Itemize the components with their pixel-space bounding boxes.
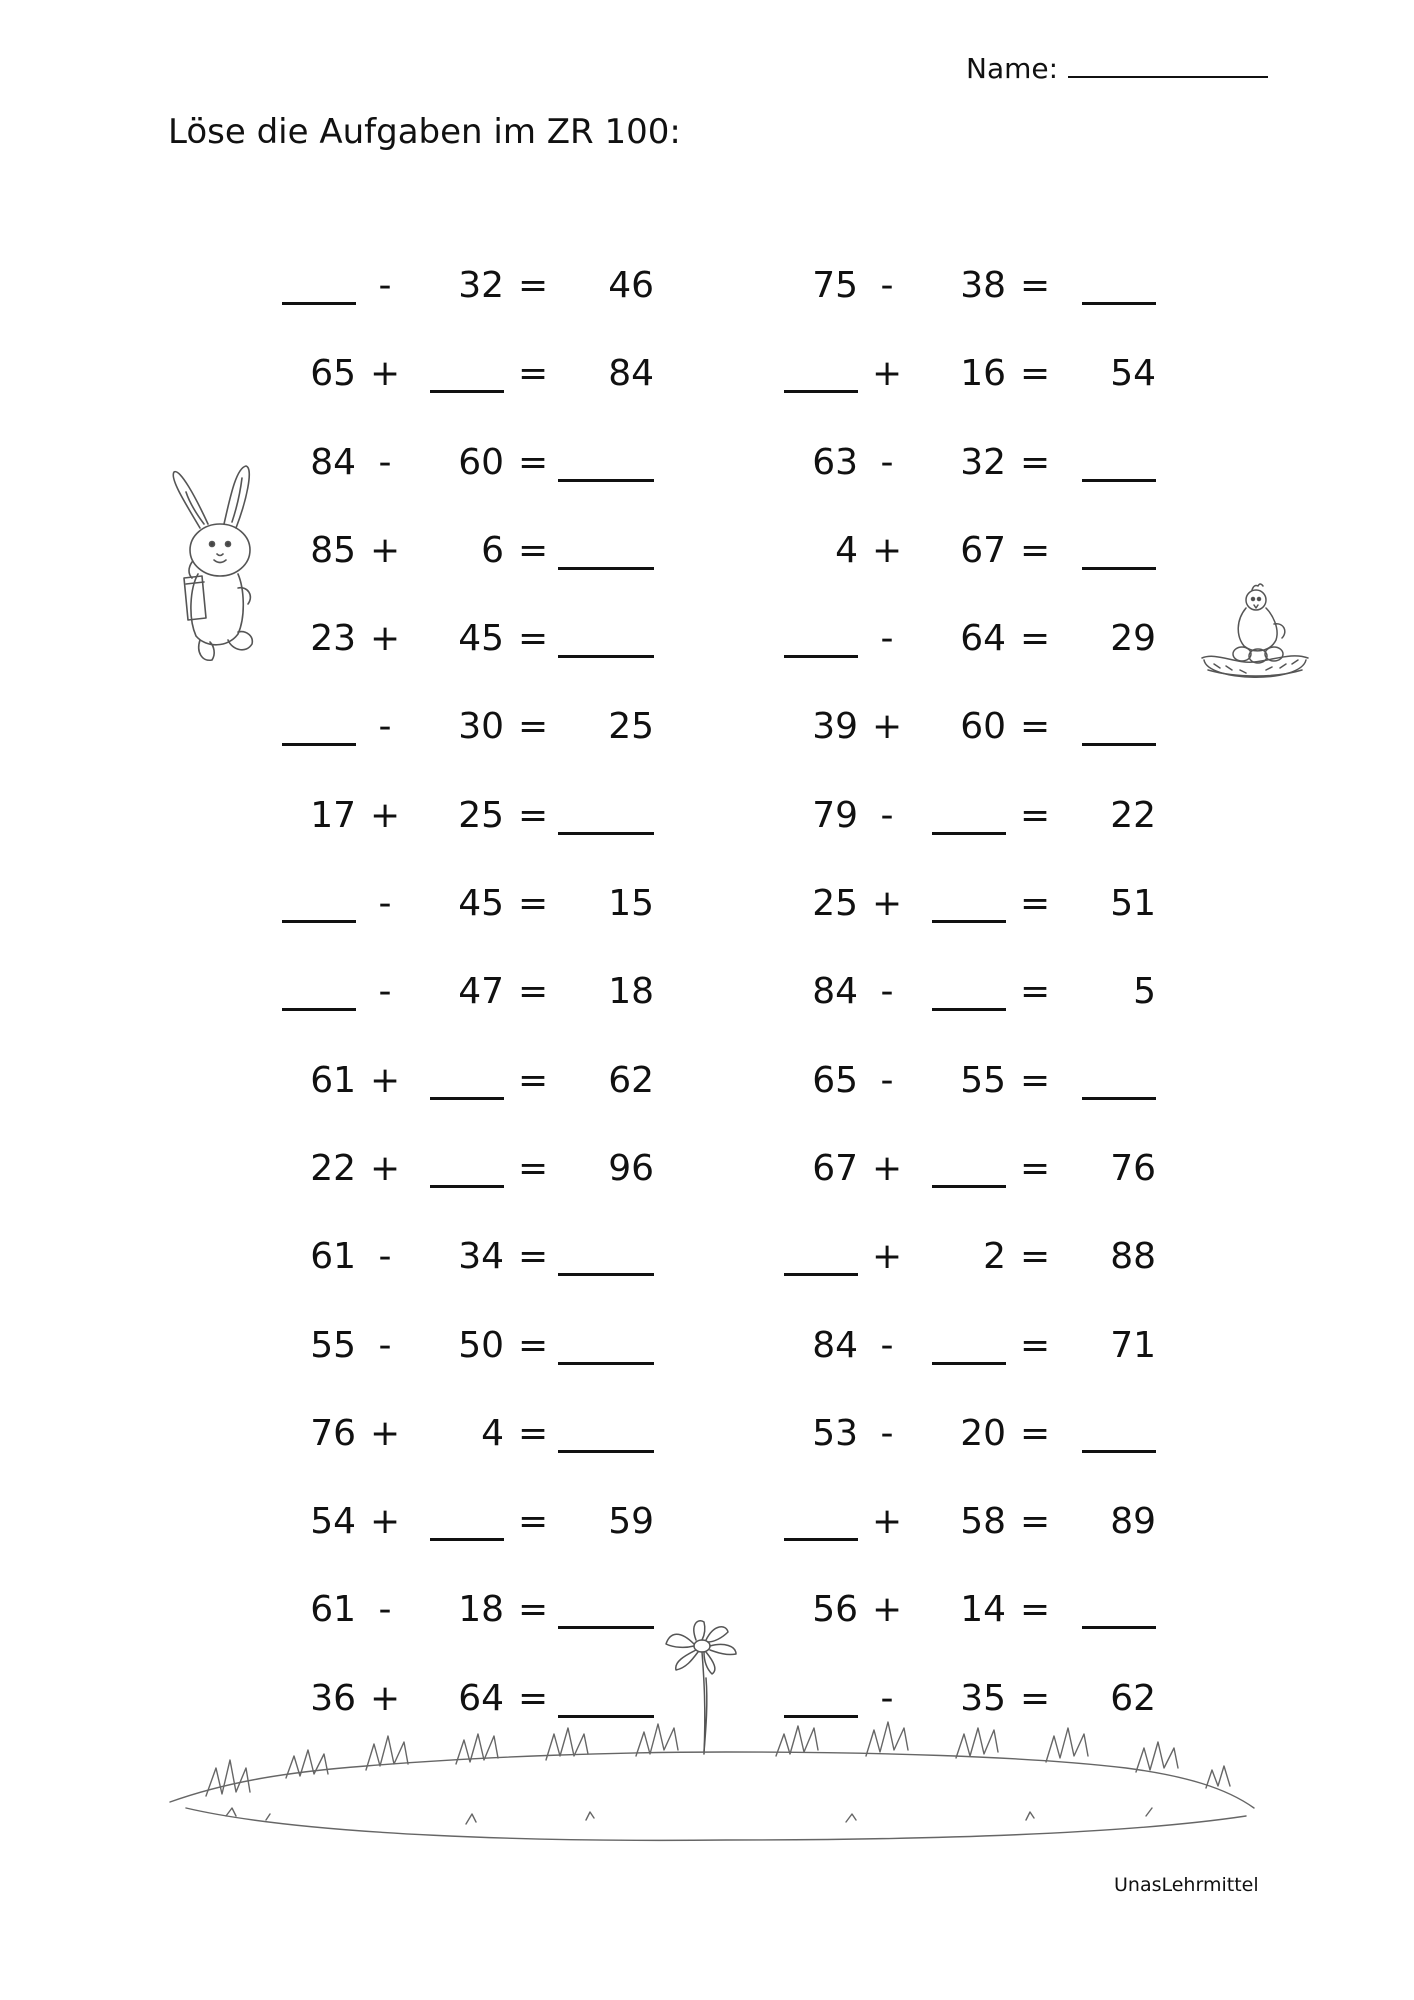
operator: + <box>370 1677 401 1719</box>
result: 15 <box>608 883 654 925</box>
operator: + <box>370 1147 401 1189</box>
equals-sign: = <box>1020 1147 1051 1189</box>
operand-a-blank[interactable] <box>772 1229 858 1285</box>
operand-a: 76 <box>310 1412 356 1454</box>
equals-sign: = <box>1020 794 1051 836</box>
equation-row <box>270 1141 670 1229</box>
equation-row <box>270 876 670 964</box>
result-blank[interactable] <box>558 1582 654 1638</box>
operand-a: 4 <box>835 529 858 571</box>
equals-sign: = <box>518 706 549 748</box>
result-blank[interactable] <box>1060 699 1156 755</box>
equation-row <box>772 611 1172 699</box>
credit-text: UnasLehrmittel <box>1114 1874 1259 1896</box>
operator: + <box>872 706 903 748</box>
result-blank[interactable] <box>1060 435 1156 491</box>
answer-blank-line[interactable] <box>784 390 858 393</box>
equals-sign: = <box>1020 1589 1051 1631</box>
operand-a: 55 <box>310 1324 356 1366</box>
equals-sign: = <box>518 794 549 836</box>
equation-row <box>772 435 1172 523</box>
operand-a-blank[interactable] <box>772 611 858 667</box>
result: 18 <box>608 971 654 1013</box>
operand-a: 56 <box>812 1589 858 1631</box>
equation-row <box>772 1406 1172 1494</box>
operator: - <box>880 265 894 306</box>
answer-blank-line[interactable] <box>430 390 504 393</box>
equals-sign: = <box>1020 1236 1051 1278</box>
result: 25 <box>608 706 654 748</box>
equation-row <box>270 1053 670 1141</box>
operand-a: 54 <box>310 1501 356 1543</box>
result: 54 <box>1110 353 1156 395</box>
operator: - <box>880 441 894 483</box>
equation-row <box>270 1406 670 1494</box>
answer-blank-line[interactable] <box>1082 479 1156 482</box>
equals-sign: = <box>518 1589 549 1631</box>
equation-row <box>270 346 670 434</box>
equation-row <box>772 1318 1172 1406</box>
result: 59 <box>608 1501 654 1543</box>
equation-row <box>772 1141 1172 1229</box>
equals-sign: = <box>518 1412 549 1454</box>
equation-row <box>772 1229 1172 1317</box>
answer-blank-line[interactable] <box>784 1273 858 1276</box>
operand-a: 85 <box>310 529 356 571</box>
operand-b: 14 <box>960 1589 1006 1631</box>
equals-sign: = <box>518 1677 549 1719</box>
result: 76 <box>1110 1147 1156 1189</box>
equation-row <box>772 964 1172 1052</box>
answer-blank-line[interactable] <box>1082 743 1156 746</box>
operand-b: 18 <box>458 1589 504 1631</box>
operand-a: 65 <box>310 353 356 395</box>
operand-b: 55 <box>960 1059 1006 1101</box>
equals-sign: = <box>1020 441 1051 483</box>
equation-row <box>270 435 670 523</box>
equals-sign: = <box>518 1147 549 1189</box>
operand-b-blank[interactable] <box>418 346 504 402</box>
result: 84 <box>608 353 654 395</box>
equation-row <box>772 788 1172 876</box>
result-blank[interactable] <box>558 523 654 579</box>
result-blank[interactable] <box>1060 1406 1156 1462</box>
operator: - <box>378 971 392 1013</box>
answer-blank-line[interactable] <box>282 1008 356 1011</box>
answer-blank-line[interactable] <box>558 655 654 658</box>
answer-blank-line[interactable] <box>558 1362 654 1365</box>
result: 62 <box>608 1059 654 1101</box>
equals-sign: = <box>1020 1501 1051 1543</box>
equations-left-column <box>270 258 670 1759</box>
result-blank[interactable] <box>558 1318 654 1374</box>
equation-row <box>270 1582 670 1670</box>
operand-a-blank[interactable] <box>772 346 858 402</box>
operator: + <box>370 1412 401 1454</box>
result: 71 <box>1110 1324 1156 1366</box>
equals-sign: = <box>518 618 549 660</box>
operator: - <box>378 883 392 925</box>
instruction-heading: Löse die Aufgaben im ZR 100: <box>168 112 681 152</box>
operator: - <box>378 1589 392 1631</box>
operator: - <box>880 1412 894 1454</box>
equation-row <box>772 346 1172 434</box>
equals-sign: = <box>1020 883 1051 925</box>
operand-b: 45 <box>458 883 504 925</box>
operand-b-blank[interactable] <box>418 1141 504 1197</box>
bunny-icon <box>162 458 272 668</box>
result-blank[interactable] <box>1060 1053 1156 1109</box>
operator: - <box>880 971 894 1013</box>
operand-b: 64 <box>458 1677 504 1719</box>
operand-b: 6 <box>481 529 504 571</box>
operand-b-blank[interactable] <box>920 1318 1006 1374</box>
operand-a: 65 <box>812 1059 858 1101</box>
answer-blank-line[interactable] <box>558 567 654 570</box>
answer-blank-line[interactable] <box>1082 302 1156 305</box>
equals-sign: = <box>518 353 549 395</box>
grass-meadow-icon <box>166 1716 1258 1846</box>
operator: + <box>872 883 903 925</box>
operand-a: 61 <box>310 1236 356 1278</box>
operator: + <box>370 618 401 660</box>
equals-sign: = <box>1020 706 1051 748</box>
equation-row <box>772 1582 1172 1670</box>
operand-b: 58 <box>960 1501 1006 1543</box>
operand-b: 20 <box>960 1412 1006 1454</box>
answer-blank-line[interactable] <box>932 832 1006 835</box>
operator: - <box>880 794 894 836</box>
operand-a: 61 <box>310 1059 356 1101</box>
operand-b: 64 <box>960 618 1006 660</box>
operand-b-blank[interactable] <box>920 788 1006 844</box>
equals-sign: = <box>1020 1412 1051 1454</box>
answer-blank-line[interactable] <box>430 1185 504 1188</box>
operand-a: 84 <box>310 441 356 483</box>
operand-b: 25 <box>458 794 504 836</box>
result: 22 <box>1110 794 1156 836</box>
operator: + <box>872 1589 903 1631</box>
operand-b: 60 <box>960 706 1006 748</box>
answer-blank-line[interactable] <box>558 1450 654 1453</box>
equals-sign: = <box>1020 1677 1051 1719</box>
equation-row <box>270 699 670 787</box>
answer-blank-line[interactable] <box>558 1273 654 1276</box>
operator: + <box>370 1059 401 1101</box>
operator: + <box>872 1501 903 1543</box>
answer-blank-line[interactable] <box>932 1362 1006 1365</box>
result: 29 <box>1110 618 1156 660</box>
operator: + <box>370 794 401 836</box>
operator: - <box>378 706 392 748</box>
answer-blank-line[interactable] <box>1082 1626 1156 1629</box>
name-field[interactable] <box>966 52 1268 85</box>
operator: - <box>880 1677 894 1719</box>
answer-blank-line[interactable] <box>932 920 1006 923</box>
result: 5 <box>1133 971 1156 1013</box>
answer-blank-line[interactable] <box>932 1008 1006 1011</box>
operand-a: 75 <box>812 265 858 306</box>
equation-row <box>270 258 670 346</box>
operand-b: 60 <box>458 441 504 483</box>
operand-b-blank[interactable] <box>418 1053 504 1109</box>
operand-a: 25 <box>812 883 858 925</box>
equals-sign: = <box>1020 529 1051 571</box>
operand-b-blank[interactable] <box>418 1494 504 1550</box>
result-blank[interactable] <box>558 1229 654 1285</box>
operand-a: 53 <box>812 1412 858 1454</box>
operator: + <box>872 1147 903 1189</box>
operand-a: 67 <box>812 1147 858 1189</box>
equals-sign: = <box>518 1236 549 1278</box>
operand-a-blank[interactable] <box>772 1494 858 1550</box>
operand-a: 63 <box>812 441 858 483</box>
result: 88 <box>1110 1236 1156 1278</box>
equals-sign: = <box>1020 971 1051 1013</box>
operand-a: 61 <box>310 1589 356 1631</box>
operator: - <box>378 1324 392 1366</box>
answer-blank-line[interactable] <box>430 1538 504 1541</box>
operand-b: 32 <box>960 441 1006 483</box>
equals-sign: = <box>1020 1059 1051 1101</box>
equation-row <box>772 523 1172 611</box>
operator: + <box>370 353 401 395</box>
equation-row <box>772 699 1172 787</box>
operand-b: 35 <box>960 1677 1006 1719</box>
equals-sign: = <box>518 971 549 1013</box>
result: 89 <box>1110 1501 1156 1543</box>
equation-row <box>270 611 670 699</box>
equals-sign: = <box>518 265 549 306</box>
operand-b: 30 <box>458 706 504 748</box>
answer-blank-line[interactable] <box>784 1538 858 1541</box>
operator: + <box>370 1501 401 1543</box>
operand-a: 23 <box>310 618 356 660</box>
answer-blank-line[interactable] <box>558 1626 654 1629</box>
operand-a: 84 <box>812 971 858 1013</box>
operand-b: 50 <box>458 1324 504 1366</box>
result-blank[interactable] <box>558 1406 654 1462</box>
answer-blank-line[interactable] <box>430 1097 504 1100</box>
operand-b-blank[interactable] <box>920 1141 1006 1197</box>
operand-b: 45 <box>458 618 504 660</box>
equation-row <box>772 1053 1172 1141</box>
equation-row <box>270 1229 670 1317</box>
result: 96 <box>608 1147 654 1189</box>
result: 62 <box>1110 1677 1156 1719</box>
equals-sign: = <box>1020 353 1051 395</box>
answer-blank-line[interactable] <box>282 743 356 746</box>
operand-a: 22 <box>310 1147 356 1189</box>
equation-row <box>772 876 1172 964</box>
operator: - <box>880 1324 894 1366</box>
operand-b: 4 <box>481 1412 504 1454</box>
operand-b-blank[interactable] <box>920 964 1006 1020</box>
operand-a: 17 <box>310 794 356 836</box>
equals-sign: = <box>518 1501 549 1543</box>
equals-sign: = <box>518 1324 549 1366</box>
result-blank[interactable] <box>558 788 654 844</box>
operator: - <box>880 1059 894 1101</box>
answer-blank-line[interactable] <box>282 920 356 923</box>
result-blank[interactable] <box>1060 258 1156 314</box>
operand-a-blank[interactable] <box>270 876 356 932</box>
equation-row <box>772 258 1172 346</box>
equation-row <box>270 788 670 876</box>
operand-a: 39 <box>812 706 858 748</box>
name-blank[interactable] <box>1068 52 1268 78</box>
answer-blank-line[interactable] <box>558 832 654 835</box>
result-blank[interactable] <box>1060 523 1156 579</box>
operand-a-blank[interactable] <box>270 699 356 755</box>
operand-a-blank[interactable] <box>270 258 356 314</box>
operand-b: 34 <box>458 1236 504 1278</box>
operator: - <box>378 1236 392 1278</box>
operand-a: 84 <box>812 1324 858 1366</box>
answer-blank-line[interactable] <box>558 479 654 482</box>
operator: - <box>378 265 392 306</box>
equation-row <box>270 964 670 1052</box>
result-blank[interactable] <box>1060 1582 1156 1638</box>
equation-row <box>772 1494 1172 1582</box>
equation-row <box>270 523 670 611</box>
operator: - <box>378 441 392 483</box>
answer-blank-line[interactable] <box>1082 567 1156 570</box>
answer-blank-line[interactable] <box>932 1185 1006 1188</box>
equals-sign: = <box>518 883 549 925</box>
answer-blank-line[interactable] <box>784 655 858 658</box>
operand-b: 32 <box>458 265 504 306</box>
operator: + <box>872 353 903 395</box>
result-blank[interactable] <box>558 611 654 667</box>
result: 46 <box>608 265 654 306</box>
equations-right-column <box>772 258 1172 1759</box>
operator: + <box>872 1236 903 1278</box>
operator: + <box>872 529 903 571</box>
result: 51 <box>1110 883 1156 925</box>
hen-in-nest-icon <box>1196 574 1314 712</box>
operand-b: 16 <box>960 353 1006 395</box>
equals-sign: = <box>1020 1324 1051 1366</box>
operand-a: 79 <box>812 794 858 836</box>
operand-a-blank[interactable] <box>270 964 356 1020</box>
equation-row <box>270 1494 670 1582</box>
operand-a: 36 <box>310 1677 356 1719</box>
equals-sign: = <box>518 441 549 483</box>
equation-row <box>270 1318 670 1406</box>
equals-sign: = <box>518 1059 549 1101</box>
operand-b: 2 <box>983 1236 1006 1278</box>
result-blank[interactable] <box>558 435 654 491</box>
equals-sign: = <box>518 529 549 571</box>
answer-blank-line[interactable] <box>1082 1097 1156 1100</box>
operand-b-blank[interactable] <box>920 876 1006 932</box>
name-label: Name: <box>966 52 1059 85</box>
operator: + <box>370 529 401 571</box>
operand-b: 38 <box>960 265 1006 306</box>
equals-sign: = <box>1020 618 1051 660</box>
operand-b: 67 <box>960 529 1006 571</box>
answer-blank-line[interactable] <box>1082 1450 1156 1453</box>
equals-sign: = <box>1020 265 1051 306</box>
answer-blank-line[interactable] <box>282 302 356 305</box>
operator: - <box>880 618 894 660</box>
operand-b: 47 <box>458 971 504 1013</box>
